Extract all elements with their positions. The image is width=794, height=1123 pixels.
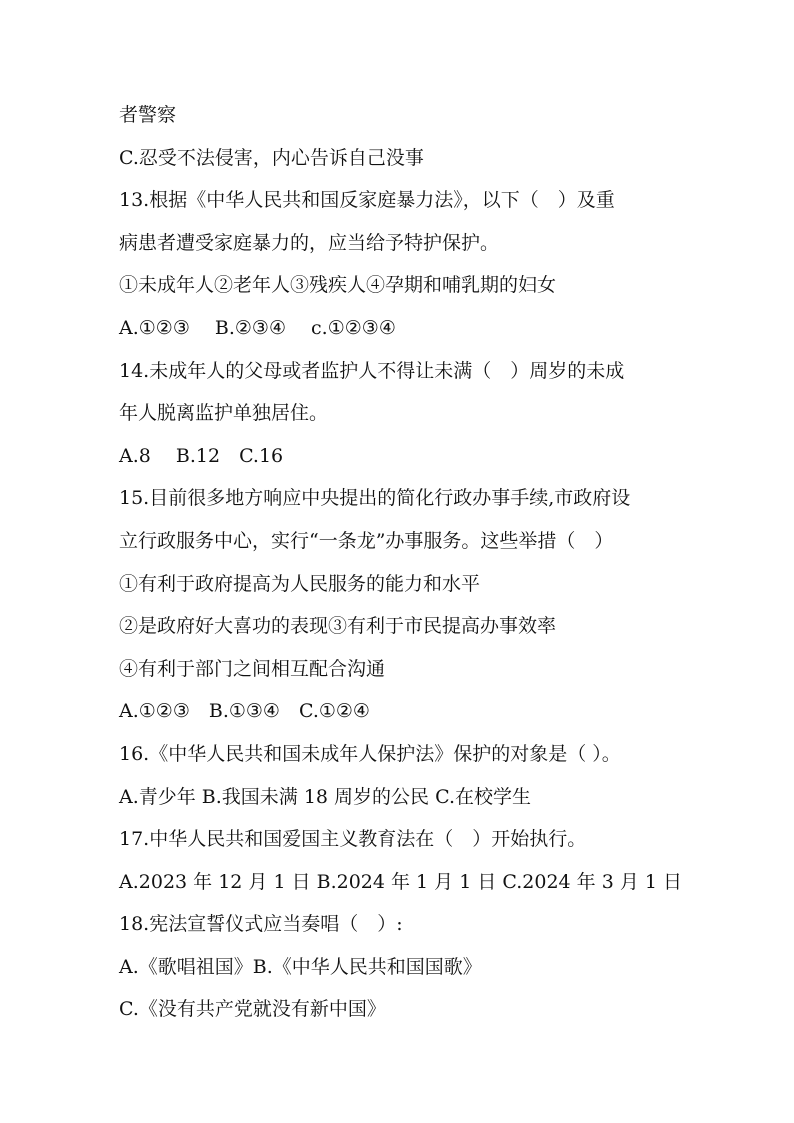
question-15-stem-cont: 立行政服务中心，实行“一条龙”办事服务。这些举措（ ） [119, 529, 614, 552]
question-15-item: ②是政府好大喜功的表现③有利于市民提高办事效率 [119, 615, 557, 638]
question-17-options: A.2023 年 12 月 1 日 B.2024 年 1 月 1 日 C.2024 年 3 月 1 日 [119, 870, 683, 893]
question-text-block [119, 94, 689, 1031]
question-14-stem-cont: 年人脱离监护单独居住。 [119, 402, 329, 425]
question-13-stem-cont: 病患者遭受家庭暴力的，应当给予特护保护。 [119, 231, 500, 254]
question-15-item: ①有利于政府提高为人民服务的能力和水平 [119, 572, 481, 595]
question-16-options: A.青少年 B.我国未满 18 周岁的公民 C.在校学生 [119, 785, 531, 808]
question-13-stem: 13.根据《中华人民共和国反家庭暴力法》，以下（ ）及重 [119, 189, 615, 212]
question-18-options-cont: C.《没有共产党就没有新中国》 [119, 998, 386, 1021]
question-14-stem: 14.未成年人的父母或者监护人不得让未满（ ）周岁的未成 [119, 359, 625, 382]
question-15-item: ④有利于部门之间相互配合沟通 [119, 657, 386, 680]
question-15-options: A.①②③ B.①③④ C.①②④ [119, 700, 370, 723]
question-15-stem: 15.目前很多地方响应中央提出的简化行政办事手续,市政府设 [119, 487, 631, 510]
question-14-options: A.8 B.12 C.16 [119, 444, 284, 467]
question-18-options: A.《歌唱祖国》B.《中华人民共和国国歌》 [119, 955, 482, 978]
question-17-stem: 17.中华人民共和国爱国主义教育法在（ ）开始执行。 [119, 828, 587, 851]
question-18-stem: 18.宪法宣誓仪式应当奏唱（ ）: [119, 913, 403, 936]
question-13-items: ①未成年人②老年人③残疾人④孕期和哺乳期的妇女 [119, 274, 557, 297]
question-16-stem: 16.《中华人民共和国未成年人保护法》保护的对象是（ ）。 [119, 742, 621, 765]
text-line: C.忍受不法侵害，内心告诉自己没事 [119, 146, 424, 169]
text-line: 者警察 [119, 104, 177, 126]
question-13-options: A.①②③ B.②③④ c.①②③④ [119, 316, 396, 339]
